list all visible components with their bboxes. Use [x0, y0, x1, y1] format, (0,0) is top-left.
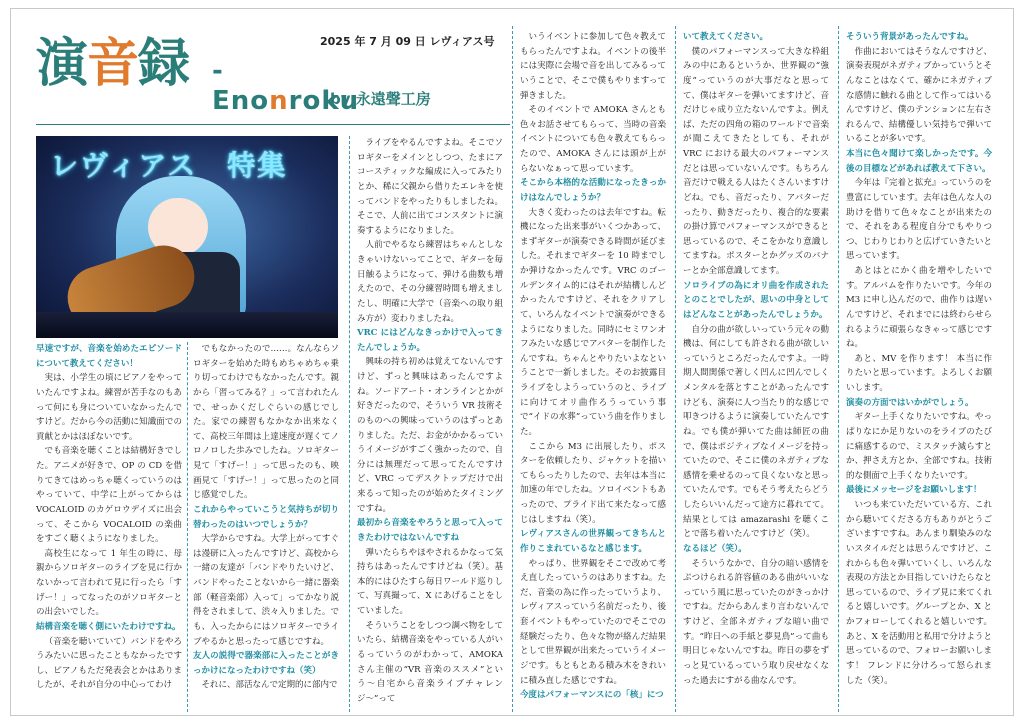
- interview-answer: 自分の曲が欲しいっていう元々の動機は、何にしても許される曲が欲しいっていうところだったんですよ。一時期人間関係で著しく凹んに凹んでしくメンタルを落とすことがあったんですけども、演奏に人つ当たり的な感じで叩きつけるように演奏していたんですね。でも僕が弾いてた曲は師匠の曲で、僕はポジティブなイメージを持っていたので、そこに僕のネガティブな感情を乗せるのって良くないなと思っていたんです。でもそう考えたらどうしたらいいんだって途方に暮れてて。結果としては amazarashi を聴くことで落ち着いたんですけど（笑）。: [683, 324, 829, 540]
- article-column-1: [36, 342, 182, 712]
- article-column-6: [846, 30, 992, 712]
- interview-answer: そのイベントで AMOKA さんとも色々お話させてもらって、当時の音楽イベントについても色々教えてもらったので、AMOKA さんには頭が上がらないなぁって思っています。: [520, 105, 666, 174]
- interview-answer: 今年は『完着と拡充』っていうのを豊富にしています。去年は色んな人の助けを借りて色々なことが出来たので、それをある程度自分でもやりつつ、じわりじわりと広げていきたいと思っています。: [846, 178, 992, 262]
- interview-question: 今度はパフォーマンスにの「核」につ: [520, 690, 664, 701]
- article-column-5: [683, 30, 829, 712]
- interview-answer: 作曲においてはそうなんですけど、演奏表現がネガティブかっていうとそんなことはなくて、確かにネガティブな感情に触れる曲として作ってはいるんですけど、僕のテンションに左右されるんで、結構優しい気持ちで弾いていることが多いです。: [846, 46, 992, 145]
- interview-answer: 高校生になって 1 年生の時に、母親からソロギターのライブを見に行かないかって言われて見に行ったら「すげー！」ってなったのがソロギターとの出会いでした。: [36, 548, 182, 618]
- interview-answer: でもなかったので……。なんならソロギターを始めた時もめちゃめちゃ乗り切ってわけでもなかったんです。親から「習ってみる？」って言われたんで、せっかくだしぐらいの感じでした。家での練習もなかなか出来なくて、高校三年間は上達速度が遅くてノロノロした歩みでしたね。ソロギター見て「すげー！」って思ったのも、映画見て「すげー！」って思ったのと同じ感覚でした。: [193, 344, 339, 501]
- interview-question: そういう背景があったんですね。: [846, 32, 974, 42]
- interview-question: 演奏の方面ではいかがでしょう。: [846, 397, 974, 408]
- interview-question: VRC にはどんなきっかけで入ってきたんでしょうか。: [357, 328, 503, 353]
- interview-answer: あとはとにかく曲を増やしたいです。アルバムを作りたいです。今年の M3 に申し込んだので、曲作りは遅いんですけど、それまでには終わらせられるように頑張らなきゃって感じですね。: [846, 266, 992, 350]
- interview-question: レヴィアスさんの世界観ってきちんと作りこまれているなと感じます。: [520, 529, 666, 554]
- column-divider: [187, 342, 188, 712]
- interview-question: 最初から音楽をやろうと思って入ってきたわけではないんですね: [357, 518, 503, 543]
- logo-char-2: 音: [87, 34, 139, 94]
- hero-image: [36, 136, 338, 338]
- interview-question: なるほど（笑）。: [683, 543, 747, 554]
- interview-answer: 僕のパフォーマンスって大きな枠組みの中にあるというか、世界観の“強度”っていうのが大事だなと思ってて、僕はギターを弾いてますけど、音だけじゃ成り立たないんですよ。例えば、ただの四角の箱のワールドで音楽が聞こえてきたとしても、それが VRC における最大のパフォーマンスだとは思っていないんです。もちろん音だけで戦える人はたくさんいますけどね。でも、音だったり、アバターだったり、動きだったり、複合的な要素の掛け算でパフォーマンスができると思っているので、そこをかなり意識してますね。ポスターとかグッズのバナーとか全部意識してます。: [683, 46, 829, 276]
- hero-stage: [36, 312, 338, 338]
- article-column-4: [520, 30, 666, 712]
- issue-date: 2025 年 7 月 09 日 レヴィアス号: [320, 35, 495, 48]
- logo-char-3: 録: [138, 34, 190, 94]
- interview-question: そこから本格的な活動になったきっかけはなんでしょうか？: [520, 178, 666, 203]
- interview-answer: いうイベントに参加して色々教えてもらったんですよね。イベントの後半には実際に会場で音を出してみるっていうことで、そこで僕もやりますって弾きました。: [520, 32, 666, 101]
- byline: by 永遠聲工房: [330, 90, 431, 108]
- interview-answer: それに、部活なんで定期的に部内で: [201, 680, 338, 691]
- interview-answer: 人前でやるなら練習はちゃんとしなきゃいけないってことで、ギターを毎日触るようになって、弾ける曲数も増えたので、その分練習時間も増えましたし、明確に大学で（音楽への取り組み方が）変わりましたね。: [357, 240, 503, 324]
- article-column-3: [357, 136, 503, 712]
- interview-answer: 大きく変わったのは去年ですね。転機になった出来事がいくつかあって、まずギターが演奏できる時間が延びました。それまでギターを 10 時までしか弾けなかったんです。VRC のゴールデンタイム的にはそれが結構しんどかったんですけど、それをクリアして、いろんなイベントで演奏ができるようになりました。同時にセミワンオフみたいな感じでアバターを制作したんですね。ちゃんとやりたいよなということで一新しました。そのお披露目ライブをしようっていうのと、ライブに向けてオリ曲作ろうっていう事で“イドの水葬”っていう曲を作りました。: [520, 207, 666, 437]
- column-divider: [512, 26, 513, 712]
- interview-question: 最後にメッセージをお願いします！: [846, 485, 982, 496]
- interview-answer: 大学からですね。大学上がってすぐは漫研に入ったんですけど、高校から一緒の友達が「バンドやりたいけど、バンドやったことないから一緒に器楽部（軽音楽部）入って」ってかなり説得をされまして、渋々入りました。でも、入ったからにはソロギターでライブやるかと思ったって感じですね。: [193, 534, 339, 647]
- interview-question: ソロライブの為にオリ曲を作成されたとのことでしたが、思いの中身としてはどんなことがあったんでしょうか。: [683, 280, 829, 320]
- interview-answer: あと、MV を作ります！ 本当に作りたいと思っています。よろしくお願いします。: [846, 353, 992, 393]
- column-divider: [349, 136, 350, 712]
- interview-answer: 興味の持ち初めは覚えてないんですけど、ずっと興味はあったんですよね。ソードアート・オンラインとかが好きだったので、そういう VR 技術そのものへの興味っていうのはずっとありました。ただ、お金がかかるっていうイメージがすごく強かったので、自分には無理だって思ってたんですけど、VRC ってデスクトップだけで出来るって知ったのが始めたタイミングですね。: [357, 357, 503, 514]
- logo-sub-post: roku: [288, 86, 360, 116]
- interview-question: 友人の説得で器楽部に入ったことがきっかけになったわけですね（笑）: [193, 651, 339, 676]
- logo-char-1: 演: [36, 34, 88, 94]
- interview-answer: ここから M3 に出展したり、ポスターを依頼したり、ジャケットを描いてもらったりしたので、去年は本当に加速の年でしたね。ソロイベントもあったので、プライド出て来たなって感じはしますね（笑）。: [520, 441, 666, 525]
- article-column-2: [193, 342, 339, 712]
- logo-sub-pre: -Eno: [212, 56, 270, 116]
- interview-answer: そういうなかで、自分の暗い感情をぶつけられる許容値のある曲がいいなっていう風に思っていたのがきっかけですね。だからあんまり言わないんですけど、全部ネガティブな暗い曲です。“昨日への手紙と夢見鳥”って曲も明日じゃないんですね。昨日の夢をずっと見ているっていう取り戻せなくなった過去にすがる曲なんです。: [683, 558, 829, 686]
- interview-answer: ライブをやるんですよね。そこでソロギターをメインとしつつ、たまにアコースティックな編成に入ってみたりとか、稀に父親から借りたエレキを使ってバンドをやったりもしましたね。そこで、人前に出てコンスタントに演奏するようになりました。: [357, 138, 503, 236]
- interview-question: 結構音楽を聴く側にいたわけですね。: [36, 621, 181, 632]
- interview-answer: 実は、小学生の頃にピアノをやっていたんですよね。練習が苦手なのもあって何にも身についていなかったんですけど。だから今の活動に知識面での貢献とかはほぼないです。: [36, 373, 182, 442]
- header-rule: [36, 124, 510, 125]
- interview-answer: いつも来ていただいている方、これから聴いてくださる方もありがとうございますですね。あんまり馴染みのないスタイルだとは思うんですけど、これからも色々弾いていくし、いろんな表現の方法とか目指していけたらなと思っているので、ライブ見に来てくれると嬉しいです。グループとか、X とかフォローしてくれると嬉しいです。あと、X を活動用と私用で分けようと思っているので、フォローお願いします！ フレンドに分けろって怒られました（笑）。: [846, 500, 992, 686]
- logo-title: [36, 34, 189, 94]
- interview-answer: ギター上手くなりたいですね。やっぱりなにか足りないのをライブのたびに痛感するので、ミスタッチ減らすとか、押さえ方とか、全部ですね。技術的な側面で上手くなりたいです。: [846, 412, 992, 481]
- hero-title: レヴィアス 特集: [50, 149, 288, 182]
- interview-question: 本当に色々聞けて楽しかったです。今後の目標などがあれば教えて下さい。: [846, 149, 992, 174]
- interview-answer: そういうことをしつつ調べ物をしていたら、結構音楽をやっている人がいるっていうのがわかって、AMOKA さん主催の“VR 音楽のススメ”という〜自宅から音楽ライブチャレンジ〜”って: [357, 620, 503, 704]
- masthead: [36, 30, 360, 122]
- interview-question: 早速ですが、音楽を始めたエピソードについて教えてください！: [36, 344, 182, 369]
- column-divider: [838, 26, 839, 712]
- interview-answer: やっぱり、世界観をそこで改めて考え直したっていうのはありますね。ただ、音楽の為に作ったっていうより、レヴィアスっていう名前だったり、後套イベントもやっていたのでそこでの経験だったり、色々な物が絡んだ結果として世界観が出来たっていうイメージです。もともとある積み木をきれいに積み直した感じですね。: [520, 558, 666, 686]
- column-divider: [675, 26, 676, 712]
- interview-question: いて教えてください。: [683, 32, 769, 42]
- logo-sub-n: n: [269, 86, 289, 116]
- interview-answer: （音楽を聴いていて）バンドをやろうみたいに思ったこともなかったですし、ピアノもただ発表会とかはありましたが、それが自分の中心ってわけ: [36, 636, 182, 691]
- interview-answer: 弾いたらちやほやされるかなって気持ちはあったんですけどね（笑）。基本的にはひたすら毎日ワールド巡りして、写真撮って、X にあげることをしていました。: [357, 547, 503, 616]
- interview-answer: でも音楽を聴くことは結構好きでした。アニメが好きで、OP の CD を借りてきてはめっちゃ聴くっていうのはやっていて、中学に上がってからは VOCALOID のカゲロウデイズに出会って、そこから VOCALOID の楽曲をすごく聴くようになりました。: [36, 446, 182, 545]
- interview-question: これからやっていこうと気持ちが切り替わったのはいつでしょうか？: [193, 504, 339, 530]
